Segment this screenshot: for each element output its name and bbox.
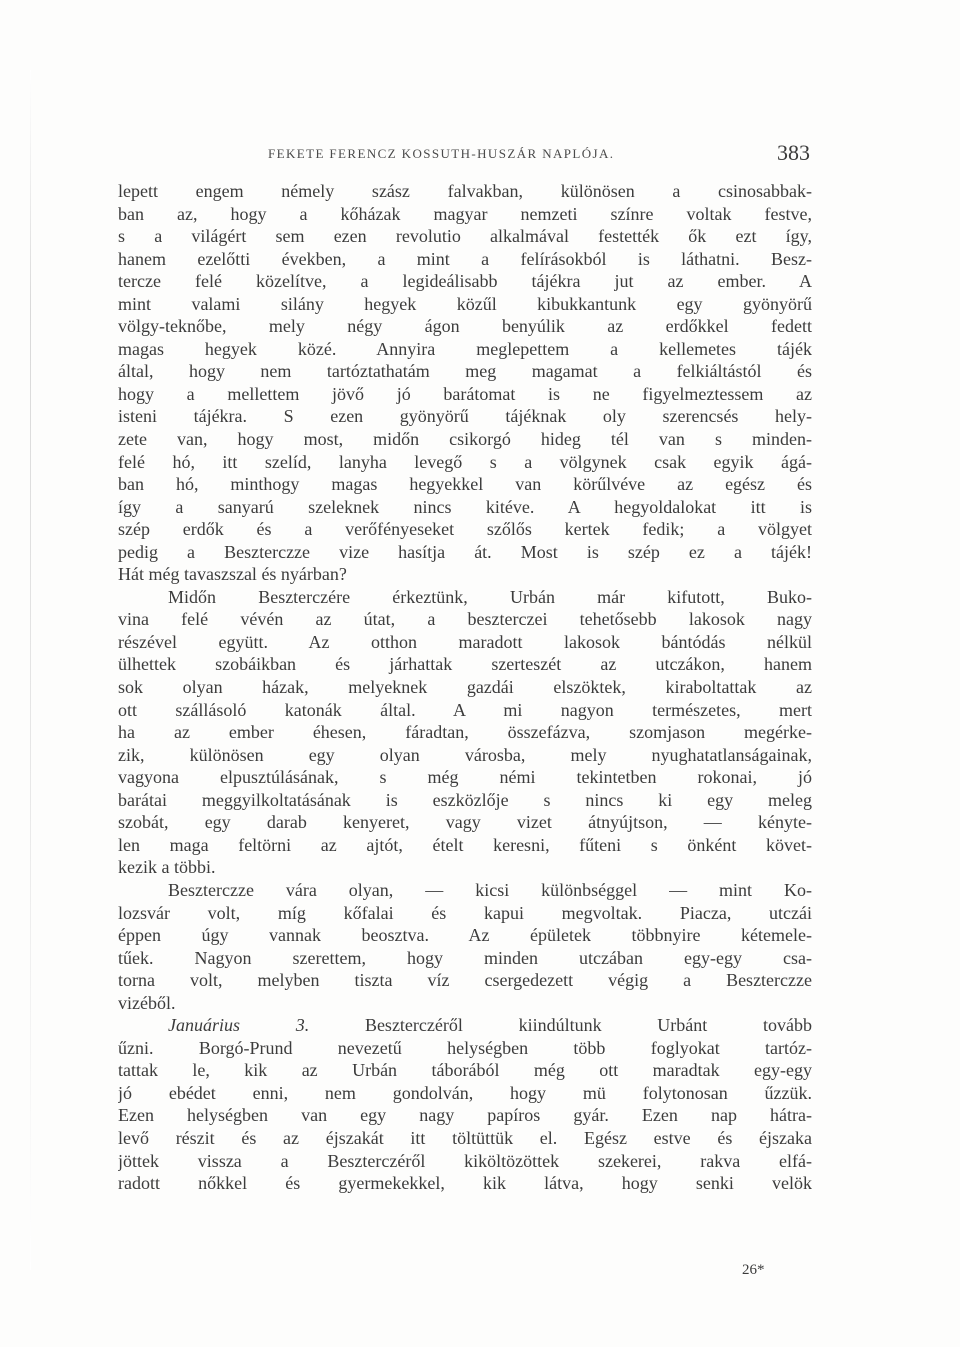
text-line: űzni. Borgó-Prund nevezetű helységben több foglyokat tartóz- [118,1037,812,1058]
text-line: barátai meggyilkoltatásának is eszközlője s nincs ki egy meleg [118,789,812,810]
paragraph-4 [118,1014,812,1194]
text-line: levő részit és az éjszakát itt töltüttük el. Egész estve és éjszaka [118,1127,812,1148]
text-line: lozsvár volt, míg kőfalai és kapui megvoltak. Piacza, utczái [118,902,812,923]
paragraph-3 [118,879,812,1014]
sheet-signature: 26* [742,1262,765,1278]
text-line: ban az, hogy a kőházak magyar nemzeti színre voltak festve, [118,203,812,224]
text-line: szobát, egy darab kenyeret, vagy vizet átnyújtson, — kényte- [118,812,812,833]
text-line-rest: Beszterczéről kiindúltunk Urbánt tovább [364,1015,812,1036]
running-head: FEKETE FERENCZ KOSSUTH-HUSZÁR NAPLÓJA. [268,146,615,161]
text-line: radott nőkkel és gyermekekkel, kik látva, hogy senki velök [118,1173,812,1194]
paragraph-2 [118,586,812,879]
page-header [268,140,810,168]
text-line: jó ebédet enni, nem gondolván, hogy mü folytonosan űzzük. [118,1082,812,1103]
text-line: tűek. Nagyon szerettem, hogy minden utczában egy-egy csa- [118,947,812,968]
text-line: pedig a Beszterczze vize hasítja át. Most is szép ez a tájék! [118,541,812,562]
text-line: vagyona elpusztúlásának, s még némi tekintetben rokonai, jó [118,767,812,788]
text-line: hanem ezelőtti években, a mint a felírásokból is láthatni. Besz- [118,248,812,269]
text-line: mint valami silány hegyek közűl kibukkantunk egy gyönyörű [118,293,812,314]
text-line: vina felé vévén az útat, a beszterczei tehetősebb lakosok nagy [118,609,812,630]
text-line: torna volt, melyben tiszta víz csergedezett végig a Beszterczze [118,970,812,991]
dated-text-line [118,1014,812,1037]
scan-edge-shadow [30,70,31,1270]
text-line: hogy a mellettem jövő jó barátomat is ne figyelmeztessem az [118,383,812,404]
text-line: ott szállásoló katonák által. A mi nagyon természetes, mert [118,699,812,720]
text-line: Midőn Beszterczére érkeztünk, Urbán már kifutott, Buko- [168,586,812,607]
text-line: tattak le, kik az Urbán táborából még ott maradtak egy-egy [118,1060,812,1081]
text-line: isteni tájékra. S ezen gyönyörű tájéknak oly szerencsés hely- [118,406,812,427]
body-text [118,180,812,1195]
text-line: által, hogy nem tartóztathatám meg magamat a felkiáltástól és [118,361,812,382]
text-line: völgy-teknőbe, mely négy ágon benyúlik az erdőkkel fedett [118,316,812,337]
text-line: ha az ember éhesen, fáradtan, összefázva, szomjason megérke- [118,722,812,743]
text-line: ban hó, minthogy magas hegyekkel van körűlvéve az egész és [118,474,812,495]
text-line: így a sanyarú szeleknek nincs kitéve. A hegyoldalokat itt is [118,496,812,517]
text-line: lepett engem némely szász falvakban, különösen a csinosabbak- [118,181,812,201]
text-line: ülhettek szobáikban és járhattak szerteszét az utczákon, hanem [118,654,812,675]
text-line: zik, különösen egy olyan városba, mely nyughatatlanságainak, [118,744,812,765]
text-line: részével együtt. Az otthon maradott lakosok bántódás nélkül [118,631,812,652]
text-line: magas hegyek közé. Annyira meglepettem a kellemetes tájék [118,338,812,359]
text-line: Hát még tavaszszal és nyárban? [118,564,347,585]
text-line: éppen úgy vannak beosztva. Az épületek többnyire kétemele- [118,925,812,946]
text-line: felé hó, itt szelíd, lanyha levegő s a völgynek csak egyik ágá- [118,451,812,472]
text-line: tercze felé közelítve, a legideálisabb tájékra jut az ember. A [118,271,812,292]
text-line: Beszterczze vára olyan, — kicsi különbséggel — mint Ko- [168,879,812,900]
page-number: 383 [777,140,810,165]
text-line: jöttek vissza a Beszterczéről kiköltözöttek szekerei, rakva elfá- [118,1150,812,1171]
text-line: kezik a többi. [118,857,216,878]
text-line: vizéből. [118,992,176,1013]
text-line: s a világért sem ezen revolutio alkalmával festették ők ezt így, [118,226,812,247]
text-line: sok olyan házak, melyeknek gazdái elszöktek, kiraboltattak az [118,677,812,698]
paragraph-1 [118,180,812,586]
text-line: Ezen helységben van egy nagy papíros gyár. Ezen nap hátra- [118,1105,812,1126]
text-line: len maga feltörni az ajtót, ételt keresni, fűteni s önként követ- [118,834,812,855]
text-line: zete van, hogy most, midőn csikorgó hideg tél van s minden- [118,429,812,450]
entry-date: Januárius 3. [168,1015,310,1036]
text-line: szép erdők és a verőfényeseket szőlős kertek fedik; a völgyet [118,519,812,540]
